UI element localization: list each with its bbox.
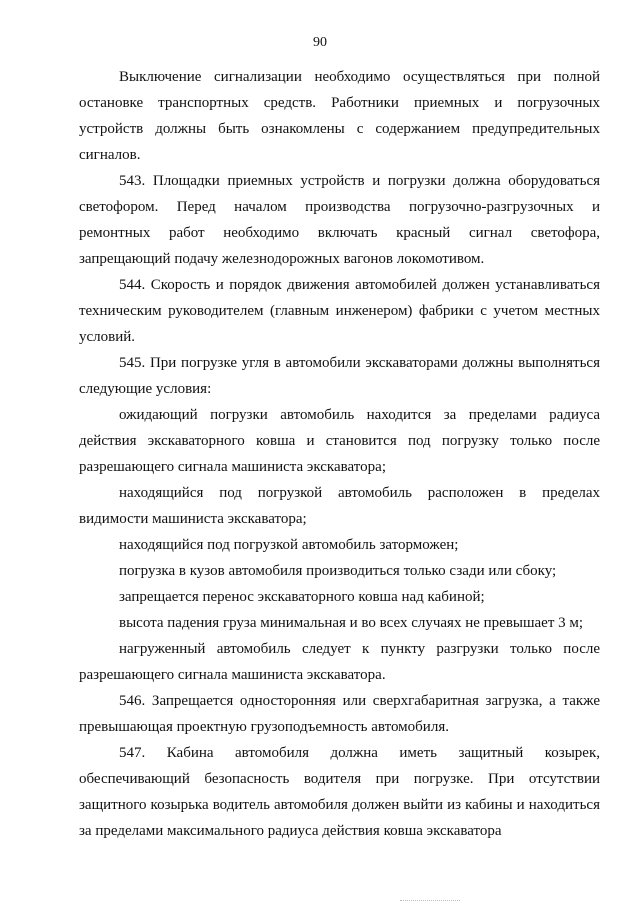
paragraph-545: 545. При погрузке угля в автомобили экскаваторами должны выполняться следующие условия:	[79, 355, 600, 397]
list-item-drop-height: высота падения груза минимальная и во всех случаях не превышает 3 м;	[119, 615, 584, 631]
list-item-braked: находящийся под погрузкой автомобиль заторможен;	[119, 537, 459, 553]
page-number: 90	[313, 35, 327, 50]
scan-artifact	[400, 900, 460, 902]
paragraph-546: 546. Запрещается односторонняя или сверхгабаритная загрузка, а также превышающая проектную грузоподъемность автомобиля.	[79, 693, 600, 735]
list-item-visibility: находящийся под погрузкой автомобиль расположен в пределах видимости машиниста экскаватора;	[79, 485, 600, 527]
paragraph-543: 543. Площадки приемных устройств и погрузки должна оборудоваться светофором. Перед началом производства погрузочно-разгрузочных и ремонтных работ необходимо включать красный сигнал светофора, запрещающий подачу железнодорожных вагонов локомотивом.	[79, 173, 600, 267]
list-item-waiting-vehicle: ожидающий погрузки автомобиль находится за пределами радиуса действия экскаваторного ковша и становится под погрузку только после разрешающего сигнала машиниста экскаватора;	[79, 407, 600, 475]
paragraph-547: 547. Кабина автомобиля должна иметь защитный козырек, обеспечивающий безопасность водителя при погрузке. При отсутствии защитного козырька водитель автомобиля должен выйти из кабины и находиться за пределами максимального радиуса действия ковша экскаватора	[79, 745, 600, 839]
list-item-bucket-over-cab: запрещается перенос экскаваторного ковша над кабиной;	[119, 589, 485, 605]
list-item-loading-direction: погрузка в кузов автомобиля производиться только сзади или сбоку;	[119, 563, 557, 579]
paragraph-544: 544. Скорость и порядок движения автомобилей должен устанавливаться техническим руководителем (главным инженером) фабрики с учетом местных условий.	[79, 277, 600, 345]
document-body	[79, 64, 600, 844]
list-item-loaded-vehicle: нагруженный автомобиль следует к пункту разгрузки только после разрешающего сигнала машиниста экскаватора.	[79, 641, 600, 683]
paragraph-signal-off: Выключение сигнализации необходимо осуществляться при полной остановке транспортных средств. Работники приемных и погрузочных устройств должны быть ознакомлены с содержанием предупредительных сигналов.	[79, 69, 600, 163]
